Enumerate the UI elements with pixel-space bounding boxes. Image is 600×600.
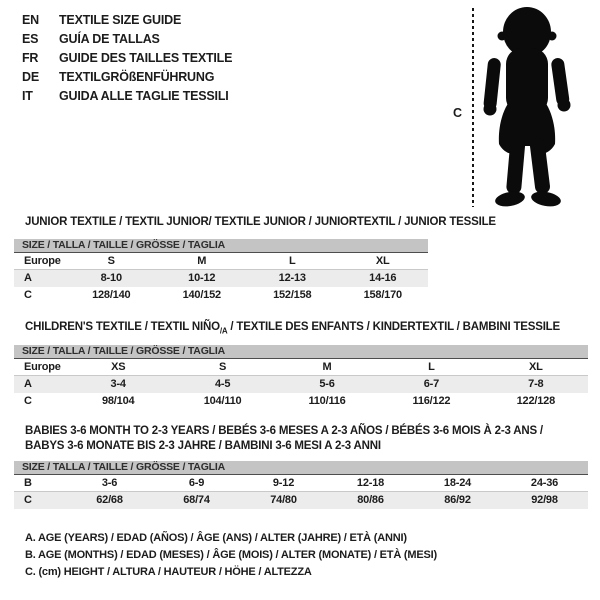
height-cell: 152/158: [273, 289, 312, 301]
row-label: Europe: [24, 361, 61, 373]
junior-size-table: [14, 239, 428, 304]
height-cell: 62/68: [96, 494, 123, 506]
age-cell: 3-4: [110, 378, 126, 390]
section-title-junior: JUNIOR TEXTILE / TEXTIL JUNIOR/ TEXTILE JUNIOR / JUNIORTEXTIL / JUNIOR TESSILE: [25, 216, 496, 228]
table-row-age: [14, 376, 588, 393]
language-title: GUÍA DE TALLAS: [59, 32, 160, 46]
row-label: A: [24, 378, 32, 390]
legend-note-b: B. AGE (MONTHS) / EDAD (MESES) / ÂGE (MOIS) / ALTER (MONATE) / ETÀ (MESI): [25, 549, 437, 561]
table-row-europe: [14, 253, 428, 270]
height-cell: 110/116: [308, 395, 346, 407]
table-row-height: [14, 287, 428, 304]
size-cell: S: [107, 255, 115, 267]
height-cell: 128/140: [92, 289, 131, 301]
language-row: [22, 87, 232, 106]
age-cell: 8-10: [100, 272, 122, 284]
age-cell: 18-24: [443, 477, 472, 489]
height-measure-label: C: [453, 106, 462, 120]
size-cell: S: [219, 361, 227, 373]
table-row-age: [14, 270, 428, 287]
age-cell: 6-7: [423, 378, 440, 390]
table-row-height: [14, 393, 588, 410]
size-cell: L: [428, 361, 435, 373]
table-row-europe: [14, 359, 588, 376]
age-cell: 4-5: [214, 378, 231, 390]
language-title: GUIDE DES TAILLES TEXTILE: [59, 51, 233, 65]
language-row: [22, 30, 232, 49]
height-cell: 116/122: [412, 395, 451, 407]
age-cell: 12-18: [356, 477, 385, 489]
height-cell: 74/80: [270, 494, 297, 506]
size-cell: XL: [529, 361, 543, 373]
age-cell: 10-12: [188, 272, 216, 284]
section-title-babies: [25, 424, 543, 453]
language-code: EN: [22, 13, 39, 27]
language-code: ES: [22, 32, 39, 46]
language-row: [22, 49, 232, 68]
section-title-text: / TEXTILE DES ENFANTS / KINDERTEXTIL / BAMBINI TESSILE: [227, 321, 560, 333]
height-cell: 80/86: [357, 494, 384, 506]
size-cell: M: [322, 361, 332, 373]
height-cell: 92/98: [531, 494, 558, 506]
size-cell: L: [288, 255, 296, 267]
legend-note-c: C. (cm) HEIGHT / ALTURA / HAUTEUR / HÖHE / ALTEZZA: [25, 566, 312, 578]
height-cell: 122/128: [516, 395, 556, 407]
size-cell: M: [197, 255, 207, 267]
row-label: C: [24, 289, 32, 301]
language-list: [22, 11, 232, 106]
age-cell: 6-9: [188, 477, 205, 489]
table-row-height: [14, 492, 588, 509]
language-title: GUIDA ALLE TAGLIE TESSILI: [59, 89, 229, 103]
row-label: C: [24, 395, 32, 407]
size-header-bar: SIZE / TALLA / TAILLE / GRÖSSE / TAGLIA: [14, 239, 428, 253]
babies-size-table: [14, 461, 588, 509]
size-cell: XL: [375, 255, 390, 267]
age-cell: 7-8: [528, 378, 544, 390]
section-title-text: CHILDREN'S TEXTILE / TEXTIL NIÑO: [25, 321, 220, 333]
size-header-bar: SIZE / TALLA / TAILLE / GRÖSSE / TAGLIA: [14, 461, 588, 475]
age-cell: 5-6: [319, 378, 335, 390]
language-title: TEXTILGRÖßENFÜHRUNG: [59, 70, 215, 84]
height-cell: 104/110: [203, 395, 242, 407]
section-title-line1: BABIES 3-6 MONTH TO 2-3 YEARS / BEBÉS 3-6 MESES A 2-3 AÑOS / BÉBÉS 3-6 MOIS À 2-3 ANS /: [25, 425, 543, 437]
height-cell: 68/74: [183, 494, 210, 506]
age-cell: 9-12: [272, 477, 295, 489]
height-cell: 98/104: [101, 395, 135, 407]
height-cell: 140/152: [182, 289, 221, 301]
age-cell: 14-16: [369, 272, 397, 284]
section-title-children: [25, 320, 560, 339]
age-cell: 12-13: [278, 272, 306, 284]
baby-silhouette: [480, 6, 572, 208]
language-code: DE: [22, 70, 39, 84]
language-code: FR: [22, 51, 39, 65]
row-label: B: [24, 477, 32, 489]
section-title-line2: BABYS 3-6 MONATE BIS 2-3 JAHRE / BAMBINI 3-6 MESI A 2-3 ANNI: [25, 439, 381, 452]
row-label: Europe: [24, 255, 61, 267]
size-cell: XS: [111, 361, 126, 373]
row-label: A: [24, 272, 32, 284]
section-title-subscript: /A: [219, 326, 228, 336]
children-size-table: [14, 345, 588, 410]
legend-notes: [25, 530, 437, 581]
language-row: [22, 11, 232, 30]
row-label: C: [24, 494, 32, 506]
language-code: IT: [22, 89, 33, 103]
age-cell: 24-36: [530, 477, 559, 489]
language-row: [22, 68, 232, 87]
height-cell: 158/170: [363, 289, 402, 301]
age-cell: 3-6: [101, 477, 118, 489]
legend-note-a: A. AGE (YEARS) / EDAD (AÑOS) / ÂGE (ANS) / ALTER (JAHRE) / ETÀ (ANNI): [25, 532, 407, 544]
language-title: TEXTILE SIZE GUIDE: [59, 13, 182, 27]
height-cell: 86/92: [444, 494, 471, 506]
height-measure-dotted-line: [472, 8, 474, 207]
table-row-age-months: [14, 475, 588, 492]
size-header-bar: SIZE / TALLA / TAILLE / GRÖSSE / TAGLIA: [14, 345, 588, 359]
